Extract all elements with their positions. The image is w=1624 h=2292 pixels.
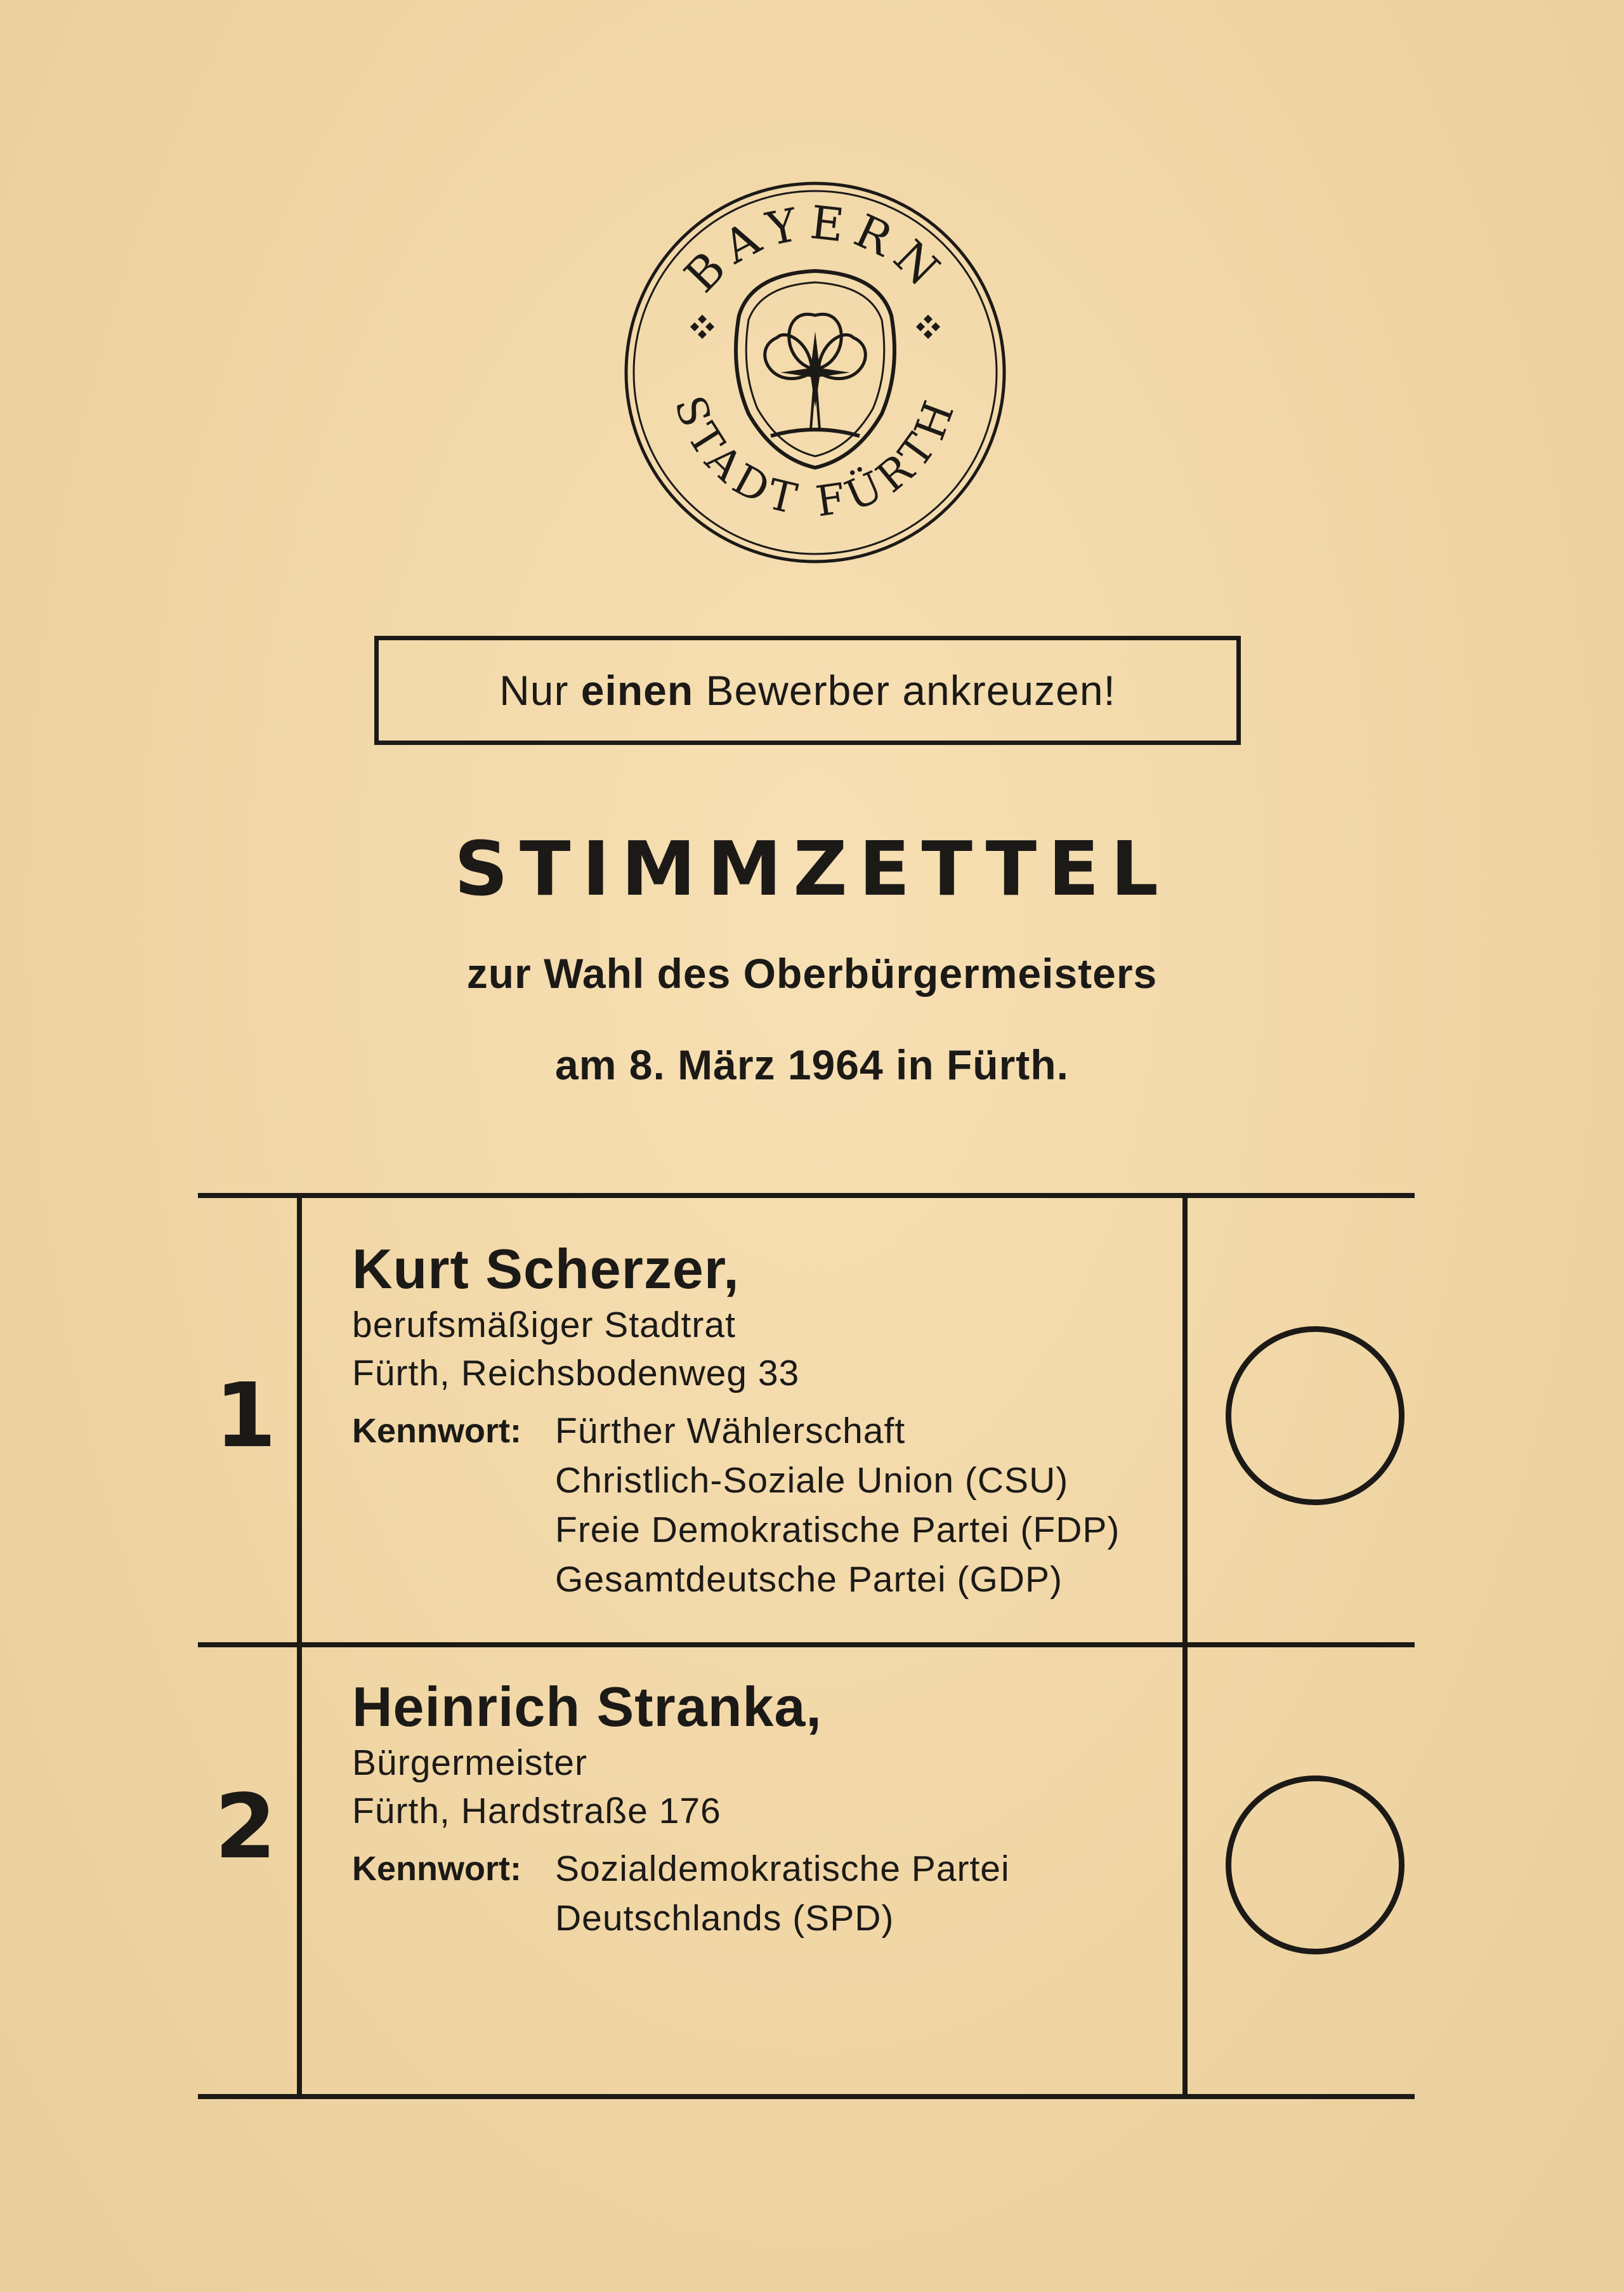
instruction-emphasis: einen	[580, 667, 694, 714]
keyword-line: Deutschlands (SPD)	[555, 1898, 894, 1939]
keyword-label: Kennwort:	[352, 1850, 521, 1888]
candidate-details	[352, 1237, 1177, 1604]
keyword-block	[352, 1406, 1177, 1604]
keyword-line: Freie Demokratische Partei (FDP)	[555, 1510, 1120, 1550]
city-seal-graphic	[622, 179, 1009, 566]
instruction-box	[374, 636, 1241, 745]
candidate-address: Fürth, Hardstraße 176	[352, 1791, 721, 1831]
keyword-line: Gesamtdeutsche Partei (GDP)	[555, 1559, 1063, 1600]
ballot-subtitle-line2: am 8. März 1964 in Fürth.	[555, 1041, 1069, 1088]
ballot-title: STIMMZETTEL	[454, 825, 1170, 912]
seal-bottom-text: STADT FÜRTH	[665, 388, 966, 527]
candidate-number: 1	[214, 1364, 277, 1468]
candidate-details	[352, 1675, 1177, 1943]
seal-top-text: BAYERN	[674, 195, 956, 303]
candidate-number: 2	[214, 1775, 277, 1879]
candidate-name: Heinrich Stranka,	[352, 1675, 822, 1738]
instruction-before: Nur	[499, 667, 569, 714]
table-bottom-rule	[198, 2094, 1415, 2099]
city-seal	[622, 179, 1009, 566]
candidate-row	[198, 1642, 1415, 2094]
candidate-table	[198, 1193, 1415, 2102]
vote-circle-2[interactable]	[1226, 1775, 1405, 1954]
instruction-after: Bewerber ankreuzen!	[705, 667, 1116, 714]
candidate-occupation: berufsmäßiger Stadtrat	[352, 1305, 736, 1345]
keyword-block	[352, 1844, 1177, 1943]
keyword-line: Christlich-Soziale Union (CSU)	[555, 1460, 1069, 1501]
candidate-address: Fürth, Reichsbodenweg 33	[352, 1353, 800, 1393]
keyword-label: Kennwort:	[352, 1412, 521, 1450]
ballot-subtitle-line1: zur Wahl des Oberbürgermeisters	[466, 950, 1158, 997]
keyword-line: Sozialdemokratische Partei	[555, 1848, 1010, 1889]
vote-circle-1[interactable]	[1226, 1326, 1405, 1505]
candidate-row	[198, 1193, 1415, 1642]
keyword-line: Fürther Wählerschaft	[555, 1411, 906, 1451]
candidate-occupation: Bürgermeister	[352, 1742, 587, 1783]
candidate-name: Kurt Scherzer,	[352, 1237, 740, 1300]
